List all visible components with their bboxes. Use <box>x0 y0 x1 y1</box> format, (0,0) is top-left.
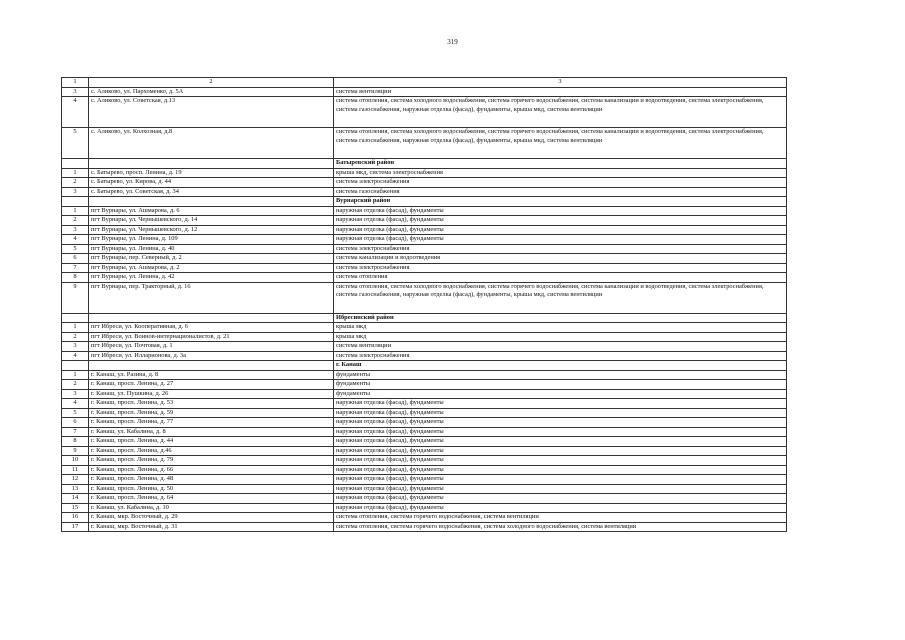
row-address: пгт Вурнары, ул. Чернышевского, д. 14 <box>89 216 334 226</box>
row-work-types: наружная отделка (фасад), фундаменты <box>334 437 787 447</box>
row-work-types: система отопления, система горячего водоснабжения, система вентиляции <box>334 513 787 523</box>
row-work-types: наружная отделка (фасад), фундаменты <box>334 494 787 504</box>
table-row <box>62 503 787 513</box>
row-number: 4 <box>62 399 89 409</box>
row-number: 6 <box>62 254 89 264</box>
row-address: с. Батырево, просп. Ленина, д. 19 <box>89 168 334 178</box>
table-row <box>62 282 787 313</box>
row-number: 2 <box>62 216 89 226</box>
row-address: г. Канаш, просп. Ленина, д. 79 <box>89 456 334 466</box>
row-address: г. Канаш, просп. Ленина, д. 66 <box>89 465 334 475</box>
row-number: 5 <box>62 408 89 418</box>
header-row <box>62 78 787 88</box>
row-work-types: крыша мкд <box>334 323 787 333</box>
page-number: 319 <box>447 38 458 46</box>
row-address: г. Канаш, ул. Кабалина, д. 10 <box>89 503 334 513</box>
row-address: с. Батырево, ул. Кирова, д. 44 <box>89 178 334 188</box>
row-work-types: система вентиляции <box>334 87 787 97</box>
section-blank <box>62 159 89 169</box>
header-col-2: 2 <box>89 78 334 88</box>
row-address: пгт Вурнары, ул. Ленина, д. 40 <box>89 244 334 254</box>
row-address: г. Канаш, просп. Ленина, д. 59 <box>89 408 334 418</box>
row-number: 6 <box>62 418 89 428</box>
row-work-types: наружная отделка (фасад), фундаменты <box>334 446 787 456</box>
section-blank <box>89 313 334 323</box>
row-number: 11 <box>62 465 89 475</box>
section-title: Батыревский район <box>334 159 787 169</box>
row-number: 9 <box>62 282 89 313</box>
row-address: г. Канаш, просп. Ленина, д. 44 <box>89 437 334 447</box>
row-work-types: наружная отделка (фасад), фундаменты <box>334 503 787 513</box>
table-row <box>62 513 787 523</box>
table-row <box>62 437 787 447</box>
row-address: г. Канаш, мкр. Восточный, д. 29 <box>89 513 334 523</box>
row-address: г. Канаш, ул. Пушкина, д. 26 <box>89 389 334 399</box>
row-work-types: наружная отделка (фасад), фундаменты <box>334 399 787 409</box>
section-title: Ибресинский район <box>334 313 787 323</box>
section-blank <box>62 313 89 323</box>
row-work-types: фундаменты <box>334 380 787 390</box>
row-address: пгт Ибреси, ул. Воинов-интернационалистов, д. 21 <box>89 332 334 342</box>
section-blank <box>62 197 89 207</box>
row-work-types: система электроснабжения <box>334 244 787 254</box>
table-row <box>62 168 787 178</box>
section-title: г. Канаш <box>334 361 787 371</box>
row-number: 15 <box>62 503 89 513</box>
row-address: пгт Вурнары, ул. Чернышевского, д. 12 <box>89 225 334 235</box>
row-address: пгт Вурнары, ул. Ашмарова, д. 2 <box>89 263 334 273</box>
row-work-types: наружная отделка (фасад), фундаменты <box>334 456 787 466</box>
row-number: 1 <box>62 206 89 216</box>
table-row <box>62 484 787 494</box>
row-address: г. Канаш, просп. Ленина, д.46 <box>89 446 334 456</box>
row-work-types: крыша мкд, система электроснабжения <box>334 168 787 178</box>
row-address: г. Канаш, ул. Разина, д. 8 <box>89 370 334 380</box>
table-row <box>62 351 787 361</box>
row-address: с. Аликово, ул. Колхозная, д.8 <box>89 128 334 159</box>
section-row <box>62 159 787 169</box>
table-row <box>62 380 787 390</box>
row-work-types: система электроснабжения <box>334 263 787 273</box>
row-address: с. Батырево, ул. Советская, д. 34 <box>89 187 334 197</box>
table-row <box>62 418 787 428</box>
section-row <box>62 313 787 323</box>
table-row <box>62 128 787 159</box>
row-address: г. Канаш, просп. Ленина, д. 27 <box>89 380 334 390</box>
row-address: г. Канаш, мкр. Восточный, д. 31 <box>89 522 334 532</box>
row-number: 2 <box>62 380 89 390</box>
row-address: пгт Вурнары, ул. Ленина, д. 109 <box>89 235 334 245</box>
table-row <box>62 389 787 399</box>
header-col-3: 3 <box>334 78 787 88</box>
row-address: пгт Ибреси, ул. Илларионова, д. 3а <box>89 351 334 361</box>
table-row <box>62 370 787 380</box>
table-row <box>62 522 787 532</box>
row-work-types: наружная отделка (фасад), фундаменты <box>334 475 787 485</box>
row-number: 3 <box>62 342 89 352</box>
section-blank <box>89 159 334 169</box>
table-row <box>62 254 787 264</box>
table-row <box>62 216 787 226</box>
section-title: Вурнарский район <box>334 197 787 207</box>
repair-table <box>61 77 787 532</box>
row-work-types: система электроснабжения <box>334 351 787 361</box>
row-work-types: фундаменты <box>334 389 787 399</box>
row-number: 5 <box>62 244 89 254</box>
section-row <box>62 197 787 207</box>
row-work-types: наружная отделка (фасад), фундаменты <box>334 418 787 428</box>
table-row <box>62 332 787 342</box>
row-number: 4 <box>62 97 89 128</box>
table-row <box>62 475 787 485</box>
table-row <box>62 494 787 504</box>
row-address: с. Аликово, ул. Пархоменко, д. 5А <box>89 87 334 97</box>
row-work-types: наружная отделка (фасад), фундаменты <box>334 206 787 216</box>
section-blank <box>89 197 334 207</box>
table-row <box>62 187 787 197</box>
row-number: 2 <box>62 332 89 342</box>
row-address: пгт Ибреси, ул. Кооперативная, д. 6 <box>89 323 334 333</box>
row-address: пгт Ибреси, ул. Почтовая, д. 1 <box>89 342 334 352</box>
table-row <box>62 273 787 283</box>
table-row <box>62 408 787 418</box>
table-row <box>62 206 787 216</box>
table-row <box>62 244 787 254</box>
row-work-types: система канализации и водоотведения <box>334 254 787 264</box>
row-address: г. Канаш, просп. Ленина, д. 50 <box>89 484 334 494</box>
row-number: 3 <box>62 187 89 197</box>
table-body <box>62 78 787 532</box>
table-row <box>62 235 787 245</box>
table-row <box>62 323 787 333</box>
table-row <box>62 97 787 128</box>
table-row <box>62 465 787 475</box>
row-number: 7 <box>62 427 89 437</box>
row-number: 1 <box>62 168 89 178</box>
row-address: пгт Вурнары, пер. Северный, д. 2 <box>89 254 334 264</box>
row-work-types: наружная отделка (фасад), фундаменты <box>334 427 787 437</box>
row-number: 4 <box>62 351 89 361</box>
table-row <box>62 427 787 437</box>
row-number: 9 <box>62 446 89 456</box>
row-address: г. Канаш, просп. Ленина, д. 64 <box>89 494 334 504</box>
row-number: 10 <box>62 456 89 466</box>
row-work-types: система отопления, система горячего водоснабжения, система холодного водоснабжения, система вентиляции <box>334 522 787 532</box>
row-work-types: наружная отделка (фасад), фундаменты <box>334 225 787 235</box>
row-number: 1 <box>62 370 89 380</box>
row-address: г. Канаш, ул. Кабалина, д. 8 <box>89 427 334 437</box>
row-number: 7 <box>62 263 89 273</box>
row-address: г. Канаш, просп. Ленина, д. 53 <box>89 399 334 409</box>
table-row <box>62 446 787 456</box>
section-blank <box>62 361 89 371</box>
row-number: 16 <box>62 513 89 523</box>
row-address: пгт Вурнары, ул. Ленина, д. 42 <box>89 273 334 283</box>
row-work-types: система электроснабжения <box>334 178 787 188</box>
row-number: 8 <box>62 437 89 447</box>
row-work-types: наружная отделка (фасад), фундаменты <box>334 408 787 418</box>
row-address: пгт Вурнары, пер. Тракторный, д. 16 <box>89 282 334 313</box>
row-work-types: крыша мкд <box>334 332 787 342</box>
row-work-types: система отопления, система холодного водоснабжения, система горячего водоснабжения, система канализации и водоотведения, система электроснабжения, система газоснабжения, наружная отделка (фасад), фундаменты, крыша мкд, система вентиляции <box>334 97 787 128</box>
section-row <box>62 361 787 371</box>
section-blank <box>89 361 334 371</box>
row-work-types: система вентиляции <box>334 342 787 352</box>
row-work-types: система отопления, система холодного водоснабжения, система горячего водоснабжения, система канализации и водоотведения, система электроснабжения, система газоснабжения, наружная отделка (фасад), фундаменты, крыша мкд, система вентиляции <box>334 282 787 313</box>
row-work-types: система отопления, система холодного водоснабжения, система горячего водоснабжения, система канализации и водоотведения, система электроснабжения, система газоснабжения, наружная отделка (фасад), фундаменты, крыша мкд, система вентиляции <box>334 128 787 159</box>
row-number: 8 <box>62 273 89 283</box>
table-row <box>62 225 787 235</box>
row-address: г. Канаш, просп. Ленина, д. 48 <box>89 475 334 485</box>
table-row <box>62 178 787 188</box>
row-work-types: наружная отделка (фасад), фундаменты <box>334 465 787 475</box>
row-number: 14 <box>62 494 89 504</box>
row-number: 3 <box>62 87 89 97</box>
row-number: 17 <box>62 522 89 532</box>
row-number: 5 <box>62 128 89 159</box>
row-work-types: наружная отделка (фасад), фундаменты <box>334 484 787 494</box>
row-number: 1 <box>62 323 89 333</box>
row-work-types: наружная отделка (фасад), фундаменты <box>334 235 787 245</box>
row-work-types: система газоснабжения <box>334 187 787 197</box>
table-row <box>62 342 787 352</box>
row-number: 4 <box>62 235 89 245</box>
row-work-types: фундаменты <box>334 370 787 380</box>
row-address: г. Канаш, просп. Ленина, д. 77 <box>89 418 334 428</box>
row-number: 3 <box>62 389 89 399</box>
row-number: 2 <box>62 178 89 188</box>
row-number: 13 <box>62 484 89 494</box>
table-row <box>62 399 787 409</box>
table-row <box>62 456 787 466</box>
header-col-1: 1 <box>62 78 89 88</box>
row-work-types: наружная отделка (фасад), фундаменты <box>334 216 787 226</box>
row-work-types: система отопления <box>334 273 787 283</box>
row-number: 12 <box>62 475 89 485</box>
table-row <box>62 263 787 273</box>
row-address: с. Аликово, ул. Советская, д.13 <box>89 97 334 128</box>
table-row <box>62 87 787 97</box>
row-number: 3 <box>62 225 89 235</box>
row-address: пгт Вурнары, ул. Ашмарова, д. 6 <box>89 206 334 216</box>
